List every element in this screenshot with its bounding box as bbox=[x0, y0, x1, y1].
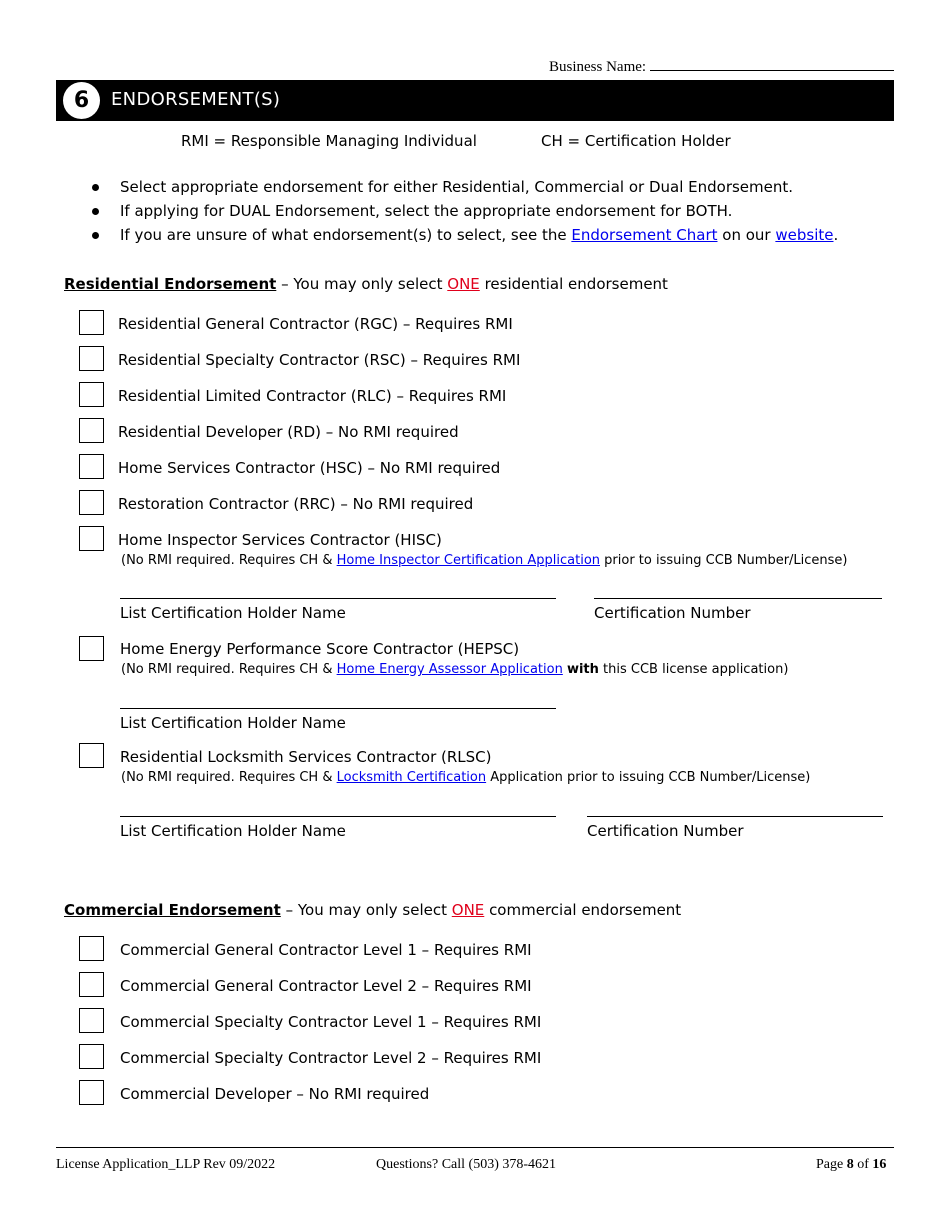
hisc-cert-number-label: Certification Number bbox=[594, 604, 751, 622]
commercial-heading: Commercial Endorsement bbox=[64, 901, 281, 919]
option-label-csc-level-1: Commercial Specialty Contractor Level 1 – Requires RMI bbox=[120, 1013, 542, 1031]
footer-divider bbox=[56, 1147, 894, 1148]
option-label-cd: Commercial Developer – No RMI required bbox=[120, 1085, 430, 1103]
rlsc-cert-number-label: Certification Number bbox=[587, 822, 744, 840]
checkbox-rd[interactable] bbox=[79, 418, 104, 443]
checkbox-hepsc[interactable] bbox=[79, 636, 104, 661]
hisc-cert-number-line[interactable] bbox=[594, 598, 882, 599]
hisc-note: (No RMI required. Requires CH & Home Inspector Certification Application prior to issuing CCB Number/License) bbox=[121, 553, 848, 568]
commercial-heading-line: Commercial Endorsement – You may only select ONE commercial endorsement bbox=[64, 901, 682, 919]
business-name-field[interactable] bbox=[549, 56, 894, 76]
option-label-rgc: Residential General Contractor (RGC) – Requires RMI bbox=[118, 315, 513, 333]
rlsc-ch-name-line[interactable] bbox=[120, 816, 556, 817]
instruction-item: If applying for DUAL Endorsement, select the appropriate endorsement for BOTH. bbox=[92, 202, 838, 226]
checkbox-rlsc[interactable] bbox=[79, 743, 104, 768]
instruction-item: Select appropriate endorsement for either Residential, Commercial or Dual Endorsement. bbox=[92, 178, 838, 202]
checkbox-csc-level-2[interactable] bbox=[79, 1044, 104, 1069]
option-label-csc-level-2: Commercial Specialty Contractor Level 2 – Requires RMI bbox=[120, 1049, 542, 1067]
footer-page-number: Page 8 of 16 bbox=[816, 1157, 887, 1172]
hisc-ch-name-line[interactable] bbox=[120, 598, 556, 599]
option-label-hepsc: Home Energy Performance Score Contractor (HEPSC) bbox=[120, 640, 520, 658]
website-link[interactable]: website bbox=[775, 226, 834, 244]
option-label-hisc: Home Inspector Services Contractor (HISC) bbox=[118, 531, 442, 549]
option-label-rd: Residential Developer (RD) – No RMI required bbox=[118, 423, 459, 441]
home-energy-assessor-link[interactable]: Home Energy Assessor Application bbox=[336, 662, 563, 677]
checkbox-csc-level-1[interactable] bbox=[79, 1008, 104, 1033]
checkbox-cd[interactable] bbox=[79, 1080, 104, 1105]
checkbox-hisc[interactable] bbox=[79, 526, 104, 551]
section-header bbox=[56, 80, 894, 121]
business-name-label: Business Name: bbox=[549, 59, 647, 75]
checkbox-rrc[interactable] bbox=[79, 490, 104, 515]
option-label-rlsc: Residential Locksmith Services Contractor (RLSC) bbox=[120, 748, 492, 766]
hisc-ch-name-label: List Certification Holder Name bbox=[120, 604, 346, 622]
commercial-one-emphasis: ONE bbox=[451, 901, 485, 919]
option-label-rrc: Restoration Contractor (RRC) – No RMI required bbox=[118, 495, 474, 513]
residential-heading-line: Residential Endorsement – You may only select ONE residential endorsement bbox=[64, 275, 668, 293]
residential-one-emphasis: ONE bbox=[447, 275, 480, 293]
section-title: ENDORSEMENT(S) bbox=[111, 89, 281, 110]
checkbox-cgc-level-1[interactable] bbox=[79, 936, 104, 961]
endorsement-chart-link[interactable]: Endorsement Chart bbox=[571, 226, 718, 244]
option-label-cgc-level-2: Commercial General Contractor Level 2 – Requires RMI bbox=[120, 977, 532, 995]
rlsc-cert-number-line[interactable] bbox=[587, 816, 883, 817]
footer-questions: Questions? Call (503) 378-4621 bbox=[376, 1157, 557, 1172]
legend-rmi: RMI = Responsible Managing Individual bbox=[181, 132, 477, 150]
rlsc-ch-name-label: List Certification Holder Name bbox=[120, 822, 346, 840]
hepsc-ch-name-line[interactable] bbox=[120, 708, 556, 709]
option-label-cgc-level-1: Commercial General Contractor Level 1 – Requires RMI bbox=[120, 941, 532, 959]
checkbox-cgc-level-2[interactable] bbox=[79, 972, 104, 997]
option-label-rsc: Residential Specialty Contractor (RSC) – Requires RMI bbox=[118, 351, 521, 369]
residential-heading: Residential Endorsement bbox=[64, 275, 277, 293]
option-label-rlc: Residential Limited Contractor (RLC) – Requires RMI bbox=[118, 387, 507, 405]
hepsc-ch-name-label: List Certification Holder Name bbox=[120, 714, 346, 732]
instruction-item: If you are unsure of what endorsement(s) to select, see the Endorsement Chart on our website. bbox=[92, 226, 838, 250]
checkbox-rsc[interactable] bbox=[79, 346, 104, 371]
checkbox-rgc[interactable] bbox=[79, 310, 104, 335]
locksmith-certification-link[interactable]: Locksmith Certification bbox=[336, 770, 487, 785]
business-name-line[interactable] bbox=[650, 56, 894, 71]
checkbox-rlc[interactable] bbox=[79, 382, 104, 407]
home-inspector-certification-link[interactable]: Home Inspector Certification Application bbox=[336, 553, 601, 568]
hepsc-note: (No RMI required. Requires CH & Home Energy Assessor Application with this CCB license application) bbox=[121, 662, 789, 677]
legend-ch: CH = Certification Holder bbox=[541, 132, 731, 150]
footer-form-id: License Application_LLP Rev 09/2022 bbox=[56, 1157, 276, 1172]
instructions-list bbox=[92, 178, 838, 250]
rlsc-note: (No RMI required. Requires CH & Locksmith Certification Application prior to issuing CCB Number/License) bbox=[121, 770, 811, 785]
option-label-hsc: Home Services Contractor (HSC) – No RMI required bbox=[118, 459, 501, 477]
checkbox-hsc[interactable] bbox=[79, 454, 104, 479]
section-number-badge: 6 bbox=[63, 82, 100, 119]
